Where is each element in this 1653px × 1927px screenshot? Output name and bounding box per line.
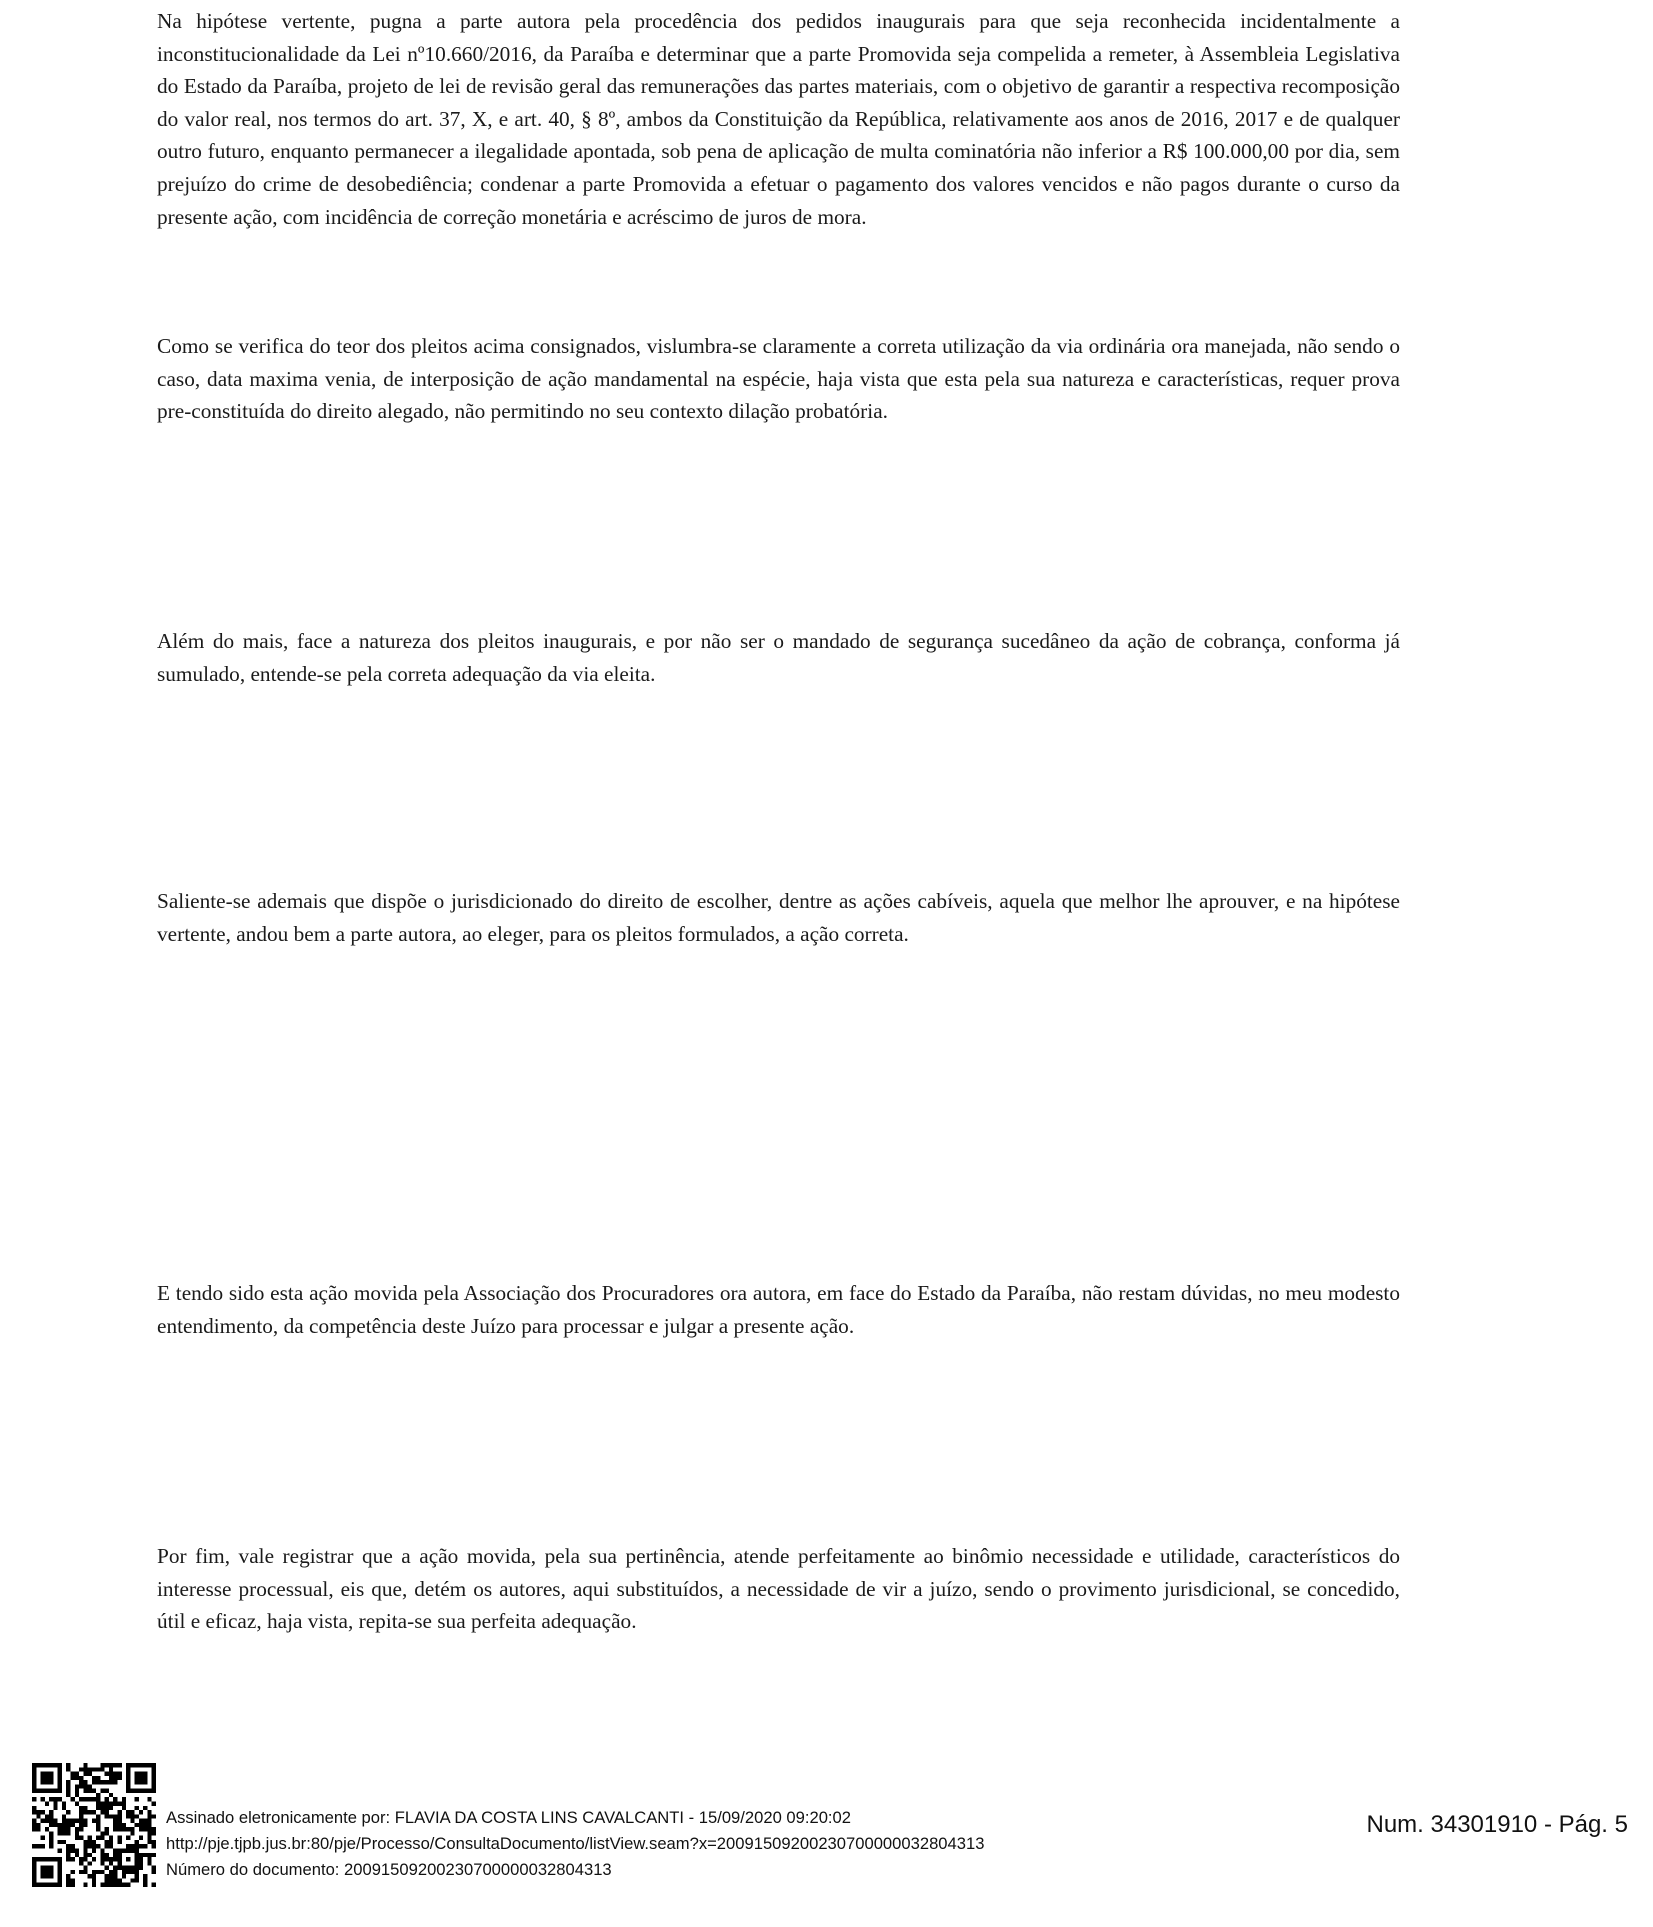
- paragraph-4: Saliente-se ademais que dispõe o jurisdicionado do direito de escolher, dentre as ações cabíveis, aquela que melhor lhe aprouver, e na hipótese vertente, andou bem a parte autora, ao eleger, para os pleitos formulados, a ação correta.: [157, 889, 1400, 946]
- paragraph-2: Como se verifica do teor dos pleitos acima consignados, vislumbra-se claramente a correta utilização da via ordinária ora manejada, não sendo o caso, data maxima venia, de interposição de ação mandamental na espécie, haja vista que esta pela sua natureza e características, requer prova pre-constituída do direito alegado, não permitindo no seu contexto dilação probatória.: [157, 334, 1400, 424]
- qr-code-icon: [32, 1763, 156, 1887]
- signature-footer: [0, 1760, 1653, 1927]
- document-number: Número do documento: 20091509200230700000032804313: [166, 1860, 612, 1879]
- paragraph-5: E tendo sido esta ação movida pela Associação dos Procuradores ora autora, em face do Estado da Paraíba, não restam dúvidas, no meu modesto entendimento, da competência deste Juízo para processar e julgar a presente ação.: [157, 1281, 1400, 1338]
- paragraph-6: Por fim, vale registrar que a ação movida, pela sua pertinência, atende perfeitamente ao binômio necessidade e utilidade, característicos do interesse processual, eis que, detém os autores, aqui substituídos, a necessidade de vir a juízo, sendo o provimento jurisdicional, se concedido, útil e eficaz, haja vista, repita-se sua perfeita adequação.: [157, 1544, 1400, 1634]
- signature-line: Assinado eletronicamente por: FLAVIA DA COSTA LINS CAVALCANTI - 15/09/2020 09:20:02: [166, 1808, 851, 1827]
- paragraph-3: Além do mais, face a natureza dos pleitos inaugurais, e por não ser o mandado de segurança sucedâneo da ação de cobrança, conforma já sumulado, entende-se pela correta adequação da via eleita.: [157, 629, 1400, 686]
- paragraph-1: Na hipótese vertente, pugna a parte autora pela procedência dos pedidos inaugurais para que seja reconhecida incidentalmente a inconstitucionalidade da Lei nº10.660/2016, da Paraíba e determinar que a parte Promovida seja compelida a remeter, à Assembleia Legislativa do Estado da Paraíba, projeto de lei de revisão geral das remunerações das partes materiais, com o objetivo de garantir a respectiva recomposição do valor real, nos termos do art. 37, X, e art. 40, § 8º, ambos da Constituição da República, relativamente aos anos de 2016, 2017 e de qualquer outro futuro, enquanto permanecer a ilegalidade apontada, sob pena de aplicação de multa cominatória não inferior a R$ 100.000,00 por dia, sem prejuízo do crime de desobediência; condenar a parte Promovida a efetuar o pagamento dos valores vencidos e não pagos durante o curso da presente ação, com incidência de correção monetária e acréscimo de juros de mora.: [157, 9, 1400, 229]
- page-number: Num. 34301910 - Pág. 5: [1366, 1811, 1628, 1838]
- document-url: http://pje.tjpb.jus.br:80/pje/Processo/ConsultaDocumento/listView.seam?x=20091509200230700000032804313: [166, 1834, 985, 1853]
